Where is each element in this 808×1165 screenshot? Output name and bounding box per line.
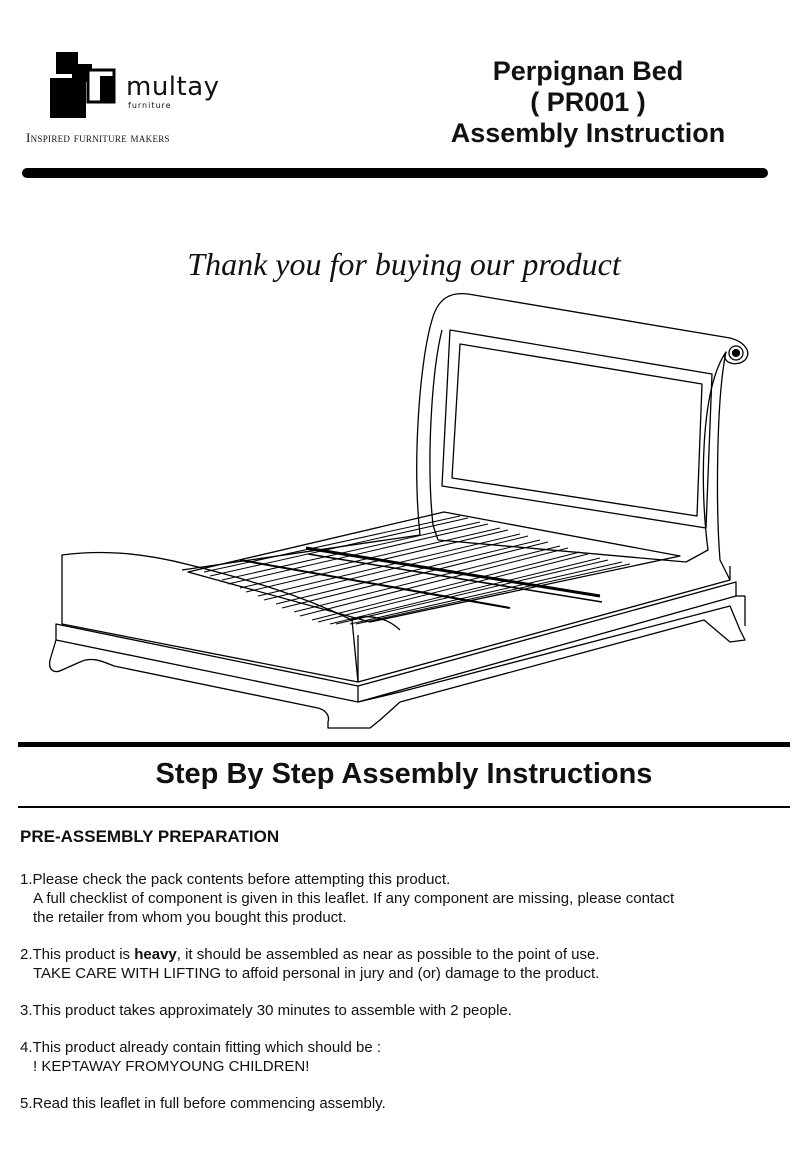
step-3-line-1: 3.This product takes approximately 30 minutes to assemble with 2 people. bbox=[20, 1002, 512, 1019]
brand-subtitle: furniture bbox=[128, 101, 172, 110]
thank-you-heading: Thank you for buying our product bbox=[187, 246, 621, 282]
pre-assembly-title: PRE-ASSEMBLY PREPARATION bbox=[20, 827, 280, 846]
step-4-line-1: 4.This product already contain fitting which should be : bbox=[20, 1039, 382, 1056]
step-2 bbox=[20, 945, 780, 983]
step-2-line-1 bbox=[20, 945, 780, 964]
step-5 bbox=[20, 1094, 780, 1113]
header-divider bbox=[22, 168, 768, 178]
step-1-line-1: 1.Please check the pack contents before attempting this product. bbox=[20, 871, 451, 888]
step-1-line-2: A full checklist of component is given in this leaflet. If any component are missing, please contact bbox=[33, 890, 675, 907]
brand-tagline: Inspired furniture makers bbox=[26, 130, 170, 145]
brand-logo bbox=[22, 50, 252, 160]
step-2-text-b: , it should be assembled as near as possible to the point of use. bbox=[176, 946, 600, 963]
step-2-line-2: TAKE CARE WITH LIFTING to affoid personal in jury and (or) damage to the product. bbox=[33, 965, 600, 982]
step-5-line-1: 5.Read this leaflet in full before commencing assembly. bbox=[20, 1095, 386, 1112]
document-title bbox=[428, 56, 748, 149]
step-2-emphasis: heavy bbox=[134, 946, 177, 963]
brand-name: multay bbox=[126, 72, 220, 102]
title-document-type: Assembly Instruction bbox=[450, 118, 726, 148]
step-4 bbox=[20, 1038, 780, 1076]
logo-squares-icon bbox=[50, 50, 130, 120]
step-2-text-a: 2.This product is bbox=[20, 946, 135, 963]
section-divider-top bbox=[18, 742, 790, 747]
step-1-line-3: the retailer from whom you bought this product. bbox=[33, 909, 347, 926]
step-1 bbox=[20, 870, 780, 927]
title-product-code: ( PR001 ) bbox=[530, 87, 646, 117]
title-product-name: Perpignan Bed bbox=[492, 56, 684, 86]
bed-illustration bbox=[40, 290, 770, 735]
section-divider-bottom bbox=[18, 806, 790, 808]
step-4-line-2: ! KEPTAWAY FROMYOUNG CHILDREN! bbox=[33, 1058, 310, 1075]
pre-assembly-steps bbox=[20, 870, 780, 1131]
section-title: Step By Step Assembly Instructions bbox=[155, 758, 653, 790]
step-3 bbox=[20, 1001, 780, 1020]
